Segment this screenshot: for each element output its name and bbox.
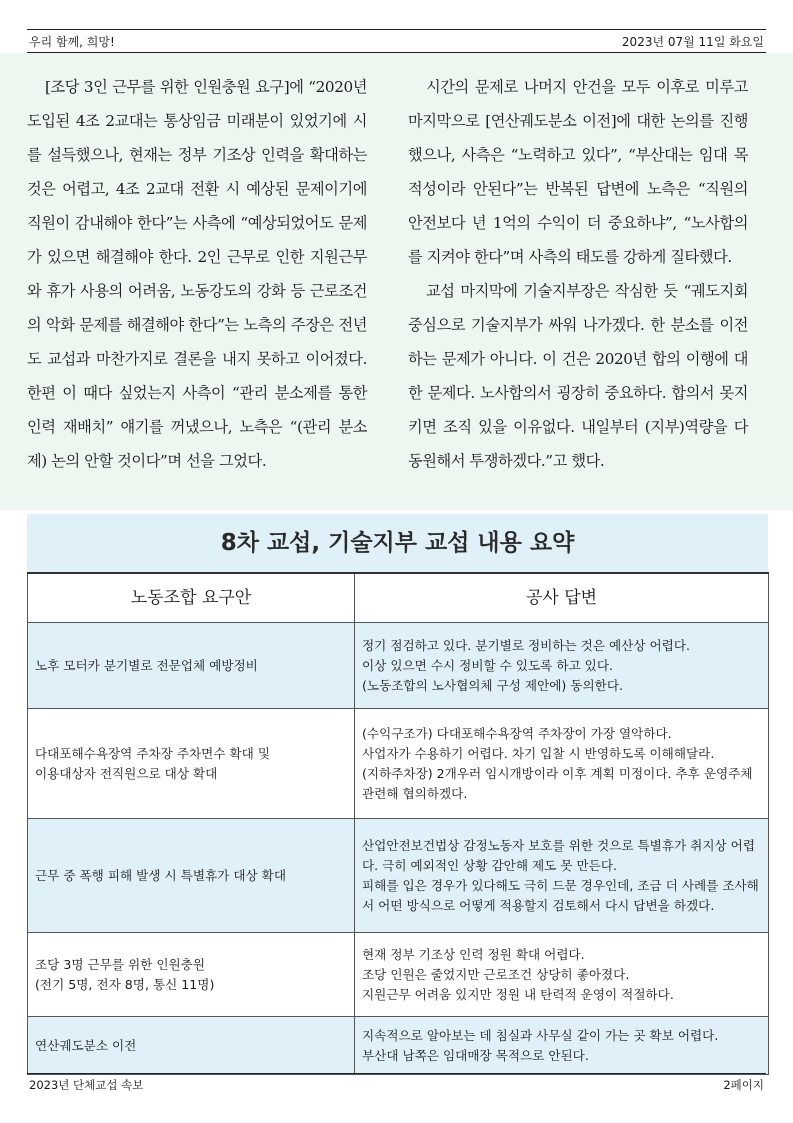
answer-cell [355,819,769,933]
table-row [28,1017,769,1075]
article-paragraph: 교섭 마지막에 기술지부장은 작심한 듯 “궤도지회 중심으로 기술지부가 싸워 나가겠다. 한 분소를 이전하는 문제가 아니다. 이 건은 2020년 합의 이행에 대한 문제다. 노사합의서 굉장히 중요하다. 합의서 못지키면 조직 있을 이유없다. 내일부터 (지부)역량을 다 동원해서 투쟁하겠다.”고 했다. [408,282,748,470]
demand-line: 근무 중 폭행 피해 발생 시 특별휴가 대상 확대 [35,867,287,883]
table-row [28,709,769,819]
answer-line: 사업자가 수용하기 어렵다. 차기 입찰 시 반영하도록 이해해달라. [362,745,715,761]
header-slogan: 우리 함께, 희망! [29,35,115,49]
answer-cell [355,709,769,819]
demand-cell [28,623,355,709]
demand-line: 다대포해수욕장역 주차장 주차면수 확대 및 [35,745,270,761]
answer-line: 정기 점검하고 있다. 분기별로 정비하는 것은 예산상 어렵다. [362,637,691,653]
column-header-answer: 공사 답변 [355,573,769,623]
article-paragraph: [조당 3인 근무를 위한 인원충원 요구]에 “2020년 도입된 4조 2교대는 통상임금 미래분이 있었기에 시를 설득했으나, 현재는 정부 기조상 인력을 확대하는 것은 어렵고, 4조 2교대 전환 시 예상된 문제이기에 직원이 감내해야 한다”는 사측에 “예상되었어도 문제가 있으면 해결해야 한다. 2인 근무로 인한 지원근무와 휴가 사용의 어려움, 노동강도의 강화 등 근로조건의 악화 문제를 해결해야 한다”는 노측의 주장은 전년도 교섭과 마찬가지로 결론을 내지 못하고 이어졌다. 한편 이 때다 싶었는지 사측이 “관리 분소제를 통한 인력 재배치” 얘기를 꺼냈으나, 노측은 “(관리 분소제) 논의 안할 것이다”며 선을 그었다. [27,78,367,470]
answer-line: 지원근무 어려움 있지만 정원 내 탄력적 운영이 적절하다. [362,986,674,1002]
demand-line: 이용대상자 전직원으로 대상 확대 [35,765,218,781]
answer-line: 피해를 입은 경우가 있다해도 극히 드문 경우인데, 조금 더 사례를 조사해서 어떤 방식으로 어떻게 적용할지 검토해서 다시 답변을 하겠다. [362,877,759,913]
demand-cell [28,933,355,1017]
page-number: 2페이지 [723,1078,764,1092]
answer-line: 부산대 남쪽은 임대매장 목적으로 안된다. [362,1047,589,1063]
answer-cell [355,623,769,709]
header-date: 2023년 07월 11일 화요일 [621,35,764,49]
answer-line: (수익구조가) 다대포해수욕장역 주차장이 가장 열악하다. [362,725,672,741]
demand-cell [28,709,355,819]
demand-line: (전기 5명, 전자 8명, 통신 11명) [35,976,215,992]
answer-line: 지속적으로 알아보는 데 침실과 사무실 같이 가는 곳 확보 어렵다. [362,1027,719,1043]
article-column-left [27,70,367,478]
summary-table [27,572,769,1075]
article-column-right [408,70,748,478]
answer-line: 현재 정부 기조상 인력 정원 확대 어렵다. [362,946,585,962]
demand-line: 조당 3명 근무를 위한 인원충원 [35,956,206,972]
page-footer [27,1073,766,1098]
column-header-demand: 노동조합 요구안 [28,573,355,623]
answer-line: 산업안전보건법상 감정노동자 보호를 위한 것으로 특별휴가 취지상 어렵다. 극히 예외적인 상황 감안해 제도 못 만든다. [362,837,755,873]
answer-cell [355,933,769,1017]
table-row [28,623,769,709]
demand-cell [28,1017,355,1075]
table-row [28,819,769,933]
footer-title: 2023년 단체교섭 속보 [29,1078,144,1092]
answer-cell [355,1017,769,1075]
answer-line: 이상 있으면 수시 정비할 수 있도록 하고 있다. [362,657,614,673]
answer-line: 조당 인원은 줄었지만 근로조건 상당히 좋아졌다. [362,966,630,982]
summary-section [27,514,768,1075]
article-paragraph: 시간의 문제로 나머지 안건을 모두 이후로 미루고 마지막으로 [연산궤도분소 이전]에 대한 논의를 진행했으나, 사측은 “노력하고 있다”, “부산대는 임대 목적성이라 안된다”는 반복된 답변에 노측은 “직원의 안전보다 년 1억의 수익이 더 중요하냐”, “노사합의를 지켜야 한다”며 사측의 태도를 강하게 질타했다. [408,78,748,266]
demand-line: 노후 모터카 분기별로 전문업체 예방정비 [35,657,258,673]
summary-title: 8차 교섭, 기술지부 교섭 내용 요약 [27,514,768,572]
answer-line: (노동조합의 노사협의체 구성 제안에) 동의한다. [362,677,623,693]
answer-line: (지하주차장) 2개우러 임시개방이라 이후 계획 미정이다. 추후 운영주체 관련해 협의하겠다. [362,765,753,801]
demand-line: 연산궤도분소 이전 [35,1037,137,1053]
page-header [27,29,766,53]
table-row [28,933,769,1017]
demand-cell [28,819,355,933]
